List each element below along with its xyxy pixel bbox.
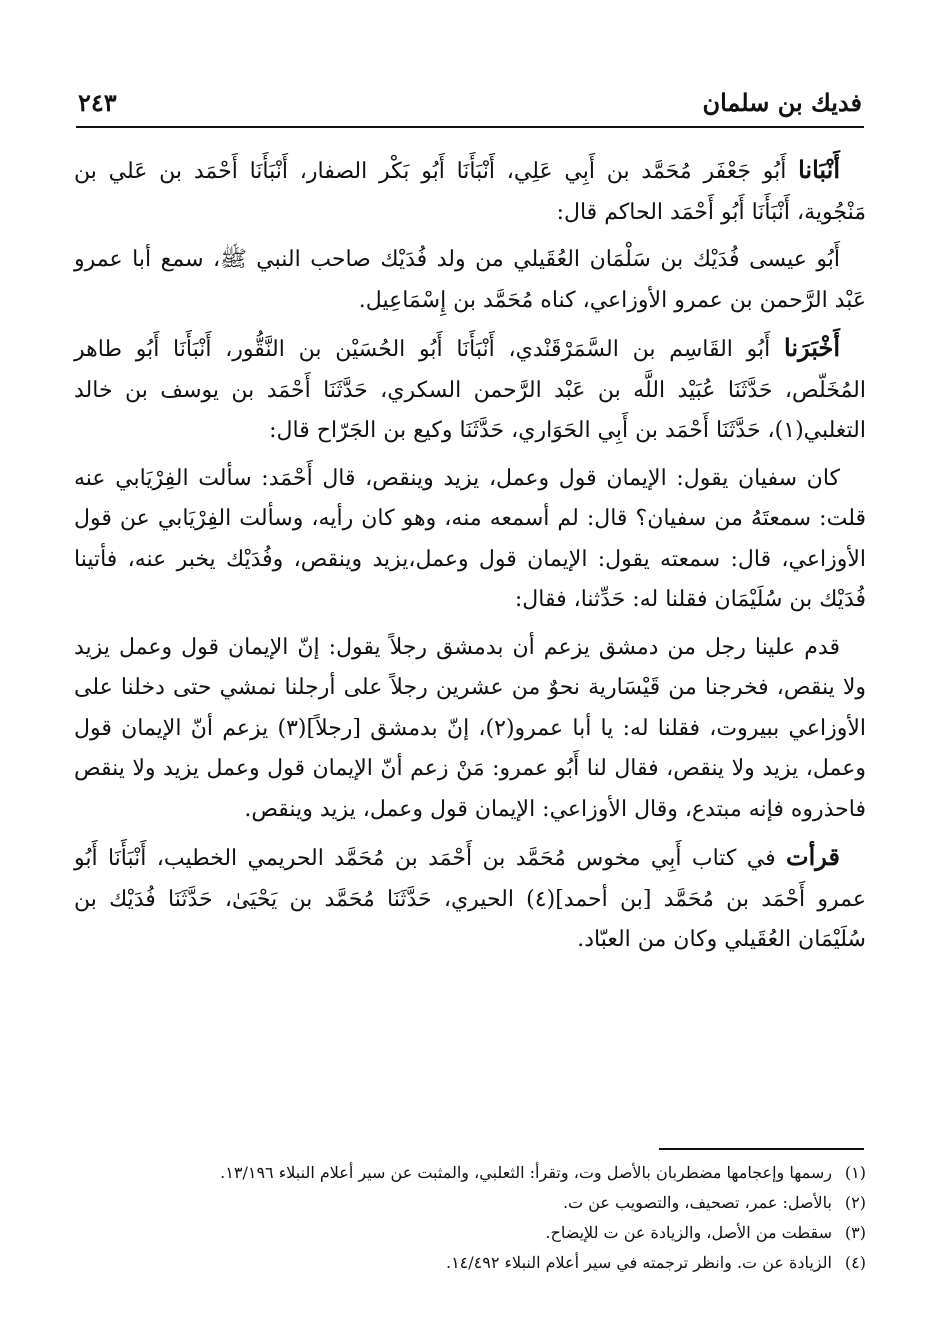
footnote-text: بالأصل: عمر، تصحيف، والتصويب عن ت. — [562, 1193, 832, 1212]
paragraph-lead-word: قرأت — [786, 842, 840, 871]
paragraph-text: أَبُو جَعْفَر مُحَمَّد بن أَبِي عَلِي، أَنْبَأَنَا أَبُو بَكْر الصفار، أَنْبَأَنَا أَحْمَد بن عَلي بن مَنْجُوية، أَنْبَأَنَا أَبُو أَحْمَد الحاكم قال: — [74, 159, 866, 225]
paragraph — [74, 628, 866, 831]
paragraph-lead-word: أَخْبَرَنا — [784, 333, 840, 362]
footnotes — [74, 1158, 866, 1278]
footnote-text: الزيادة عن ت. وانظر ترجمته في سير أعلام النبلاء ١٤/٤٩٢. — [445, 1253, 832, 1272]
paragraph-text: كان سفيان يقول: الإيمان قول وعمل، يزيد وينقص، قال أَحْمَد: سألت الفِرْيَابي عنه قلت: سمعتَهُ من سفيان؟ قال: لم أسمعه منه، وهو كان رأيه، وسألت الفِرْيَابي عن قول الأوزاعي، قال: سمعته يقول: الإيمان قول وعمل،يزيد وينقص، وفُدَيْك يخبر عنه، فأتينا فُدَيْك بن سُلَيْمَان فقلنا له: حَدِّثنا، فقال: — [74, 465, 866, 612]
paragraph — [74, 837, 866, 961]
paragraph-text: في كتاب أَبِي مخوس مُحَمَّد بن أَحْمَد بن مُحَمَّد الحريمي الخطيب، أَنْبَأَنَا أَبُو عمرو أَحْمَد بن مُحَمَّد [بن أحمد](٤) الحيري، حَدَّثَنَا مُحَمَّد بن يَحْيَىٰ، حَدَّثَنَا فُدَيْك بن سُلَيْمَان العُقَيلي وكان من العبّاد. — [74, 846, 866, 952]
paragraph-lead-word: أَنْبَانا — [798, 155, 840, 184]
footnote — [74, 1218, 866, 1248]
paragraph-text: أَبُو عيسى فُدَيْك بن سَلْمَان العُقَيلي من ولد فُدَيْك صاحب النبي ﷺ، سمع أبا عمرو عَبْد الرَّحمن بن عمرو الأوزاعي، كناه مُحَمَّد بن إِسْمَاعِيل. — [74, 247, 866, 313]
paragraph-text: أَبُو القَاسِم بن السَّمَرْقَنْدي، أَنْبَأَنَا أَبُو الحُسَيْن بن النَّقُّور، أَنْبَأَنَا أَبُو طاهر المُخَلّص، حَدَّثَنَا عُبَيْد اللَّه بن عَبْد الرَّحمن السكري، حَدَّثَنَا أَحْمَد بن يوسف بن خالد التغلبي(١)، حَدَّثَنَا أَحْمَد بن أَبِي الحَوَاري، حَدَّثَنَا وكيع بن الجَرّاح قال: — [74, 337, 866, 443]
paragraph — [74, 459, 866, 621]
footnote-text: سقطت من الأصل، والزيادة عن ت للإيضاح. — [545, 1223, 832, 1242]
footnote — [74, 1188, 866, 1218]
footnote-number: (٢) — [844, 1193, 866, 1212]
footnote-number: (٣) — [844, 1223, 866, 1242]
header-divider — [76, 126, 864, 128]
footnote-text: رسمها وإعجامها مضطربان بالأصل وت، وتقرأ: الثعلبي، والمثبت عن سير أعلام النبلاء ١٣/١٩٦. — [220, 1163, 832, 1182]
page-header — [78, 86, 862, 122]
paragraph — [74, 150, 866, 233]
paragraph-text: قدم علينا رجل من دمشق يزعم أن بدمشق رجلاً يقول: إنّ الإيمان قول وعمل يزيد ولا ينقص، فخرجنا من قَيْسَارية نحوٌ من عشرين رجلاً على أرجلنا نمشي حتى دخلنا على الأوزاعي ببيروت، فقلنا له: يا أبا عمرو(٢)، إنّ بدمشق [رجلاً](٣) يزعم أنّ الإيمان قول وعمل، يزيد ولا ينقص، فقال لنا أَبُو عمرو: مَنْ زعم أنّ الإيمان قول وعمل يزيد ولا ينقص فاحذروه فإنه مبتدع، وقال الأوزاعي: الإيمان قول وعمل، يزيد وينقص. — [74, 634, 866, 822]
paragraph — [74, 328, 866, 452]
main-text — [74, 150, 866, 968]
page-number: ٢٤٣ — [78, 88, 117, 117]
footnote-number: (٤) — [844, 1253, 866, 1272]
paragraph — [74, 240, 866, 321]
footnote-divider — [659, 1148, 864, 1150]
footnote — [74, 1158, 866, 1188]
running-title: فديك بن سلمان — [702, 88, 862, 117]
footnote — [74, 1248, 866, 1278]
footnote-number: (١) — [844, 1163, 866, 1182]
